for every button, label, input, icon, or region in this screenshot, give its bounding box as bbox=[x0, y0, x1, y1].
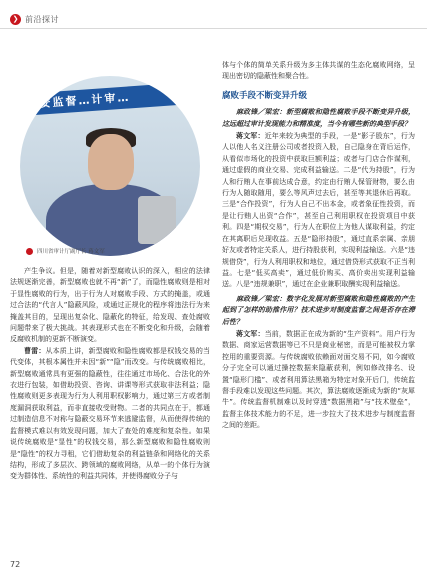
header-divider bbox=[0, 28, 427, 29]
caption-bullet-icon bbox=[26, 248, 33, 255]
section-title: 腐败手段不断变异升级 bbox=[222, 90, 308, 101]
person-head bbox=[88, 134, 134, 190]
answer-2 bbox=[222, 329, 415, 432]
answer-1-speaker: 蒋文军： bbox=[236, 132, 265, 141]
page-header bbox=[10, 12, 59, 26]
intro-paragraph: 体与个体的简单关系升级为多主体共谋的生态化腐败网络，呈现出密切的隐蔽性和聚合性。 bbox=[222, 61, 415, 81]
photo-circle bbox=[20, 76, 200, 256]
microphone bbox=[138, 196, 176, 244]
right-column bbox=[222, 60, 415, 432]
left-speaker: 曹雷： bbox=[24, 346, 46, 355]
left-column bbox=[10, 266, 210, 483]
left-answer bbox=[10, 346, 210, 483]
left-answer-text: 从本质上讲，新型腐败和隐性腐败都是权钱交易的当代变体，其根本属性并未因“新”“隐”而改变。与传统腐败相比，新型腐败通常具有更强的隐蔽性，往往通过市场化、合法化的外衣进行包装，如借助投资、咨询、讲课等形式获取非法利益；隐性腐败则更多表现为行为人利用职权影响力，通过第三方或者制度漏洞获取利益，而非直接收受财物。二者的共同点在于，都通过制造信息不对称与隐蔽交易环节来逃避监督，从而使得传统的监督模式难以有效发现问题，加大了查处的难度和复杂性。如果说传统腐败是“显性”的权钱交易，那么新型腐败和隐性腐败则是“隐性”的权力寻租，它们借助复杂的利益链条和网络化的关系结构，形成了多层次、跨领域的腐败网络，从单一的个体行为演变为群体性、系统性的利益共同体，并使得腐败分子与 bbox=[10, 346, 211, 481]
caption-text: 四川省审计厅副厅长 蒋文军 bbox=[37, 249, 105, 255]
circle-arrow-icon: ❯ bbox=[10, 14, 21, 25]
question-2: 麻政锋／梁宏：数字化发展对新型腐败和隐性腐败的产生起到了怎样的助推作用？技术进步对制度监督之间是否存在滞后性？ bbox=[222, 293, 415, 326]
portrait-photo bbox=[20, 76, 210, 266]
photo-caption bbox=[26, 247, 105, 255]
answer-1 bbox=[222, 131, 415, 291]
answer-1-text: 近年来较为典型的手段，一是“影子股东”，行为人以他人名义注册公司或者投资入股，自己隐身在背后运作，从看似市场化的投资中获取巨额利益；或者与门店合作谋利，通过虚假的商业交易、完成利益输送。二是“代为持股”，行为人和行贿人在事前达成合意，约定由行贿人保管财物，要么由行为人随取随用，要么等风声过去后，甚至等其退休后再取。三是“合作投资”，行为人自己不出本金，或者象征性投资，而是让行贿人出资“合作”，甚至自己利用职权在投资项目中获利。四是“期权交易”，行为人在职位上为他人谋取利益，约定在其离职后兑现收益。五是“隐形持股”，通过直系亲属、亲朋好友或者特定关系人，进行持股获利，实现利益输送。六是“违规借贷”，行为人利用职权和地位，通过借贷形式获取不正当利益。七是“低买高卖”，通过低价购买、高价卖出实现利益输送。八是“违规兼职”，通过在企业兼职取酬实现利益输送。 bbox=[222, 132, 415, 289]
question-1: 麻政锋／梁宏：新型腐败和隐性腐败手段不断变异升级，这远超过审计发现能力和精准度，当今有哪些新的典型手段？ bbox=[222, 107, 415, 128]
left-intro-paragraph: 产生争议。但是，随着对新型腐败认识的深入，相应的法律法规逐渐完善，新型腐败也就不再“新”了，而隐性腐败则是相对于显性腐败的行为，出于行为人对腐败手段、方式的掩盖，或通过合法的“代言人”隐蔽风险，或通过正规化的程序将违法行为来掩盖其目的，呈现出复杂化、隐蔽化的特征，给发现、查处腐败问题带来了极大挑战。其表现形式也在不断变化和升级，会随着反腐败机制的更新不断演变。 bbox=[10, 267, 210, 344]
answer-2-speaker: 蒋文军： bbox=[236, 329, 265, 338]
section-label: 前沿探讨 bbox=[25, 14, 59, 24]
photo-banner-text: …安监督…计审… bbox=[26, 90, 131, 111]
answer-2-text: 当前，数据正在成为新的“生产资料”。用户行为数据、商家运营数据等已不只是商业秘密，而是可能被权力掌控用的重要资源。与传统腐败依赖面对面交易不同，如今腐败分子完全可以通过操控数据来隐蔽获利，例如修改排名、设置“隐形门槛”、或者利用算法黑箱为特定对象开后门，传统监督手段难以发现这些问题。其次，算法腐败逐渐成为新的“灰犀牛”。传统监督机制难以及时穿透“数据黑箱”与“技术壁垒”，监督主体技术能力的不足，进一步拉大了技术进步与制度监督之间的差距。 bbox=[222, 329, 415, 430]
page-number: 72 bbox=[10, 560, 21, 569]
